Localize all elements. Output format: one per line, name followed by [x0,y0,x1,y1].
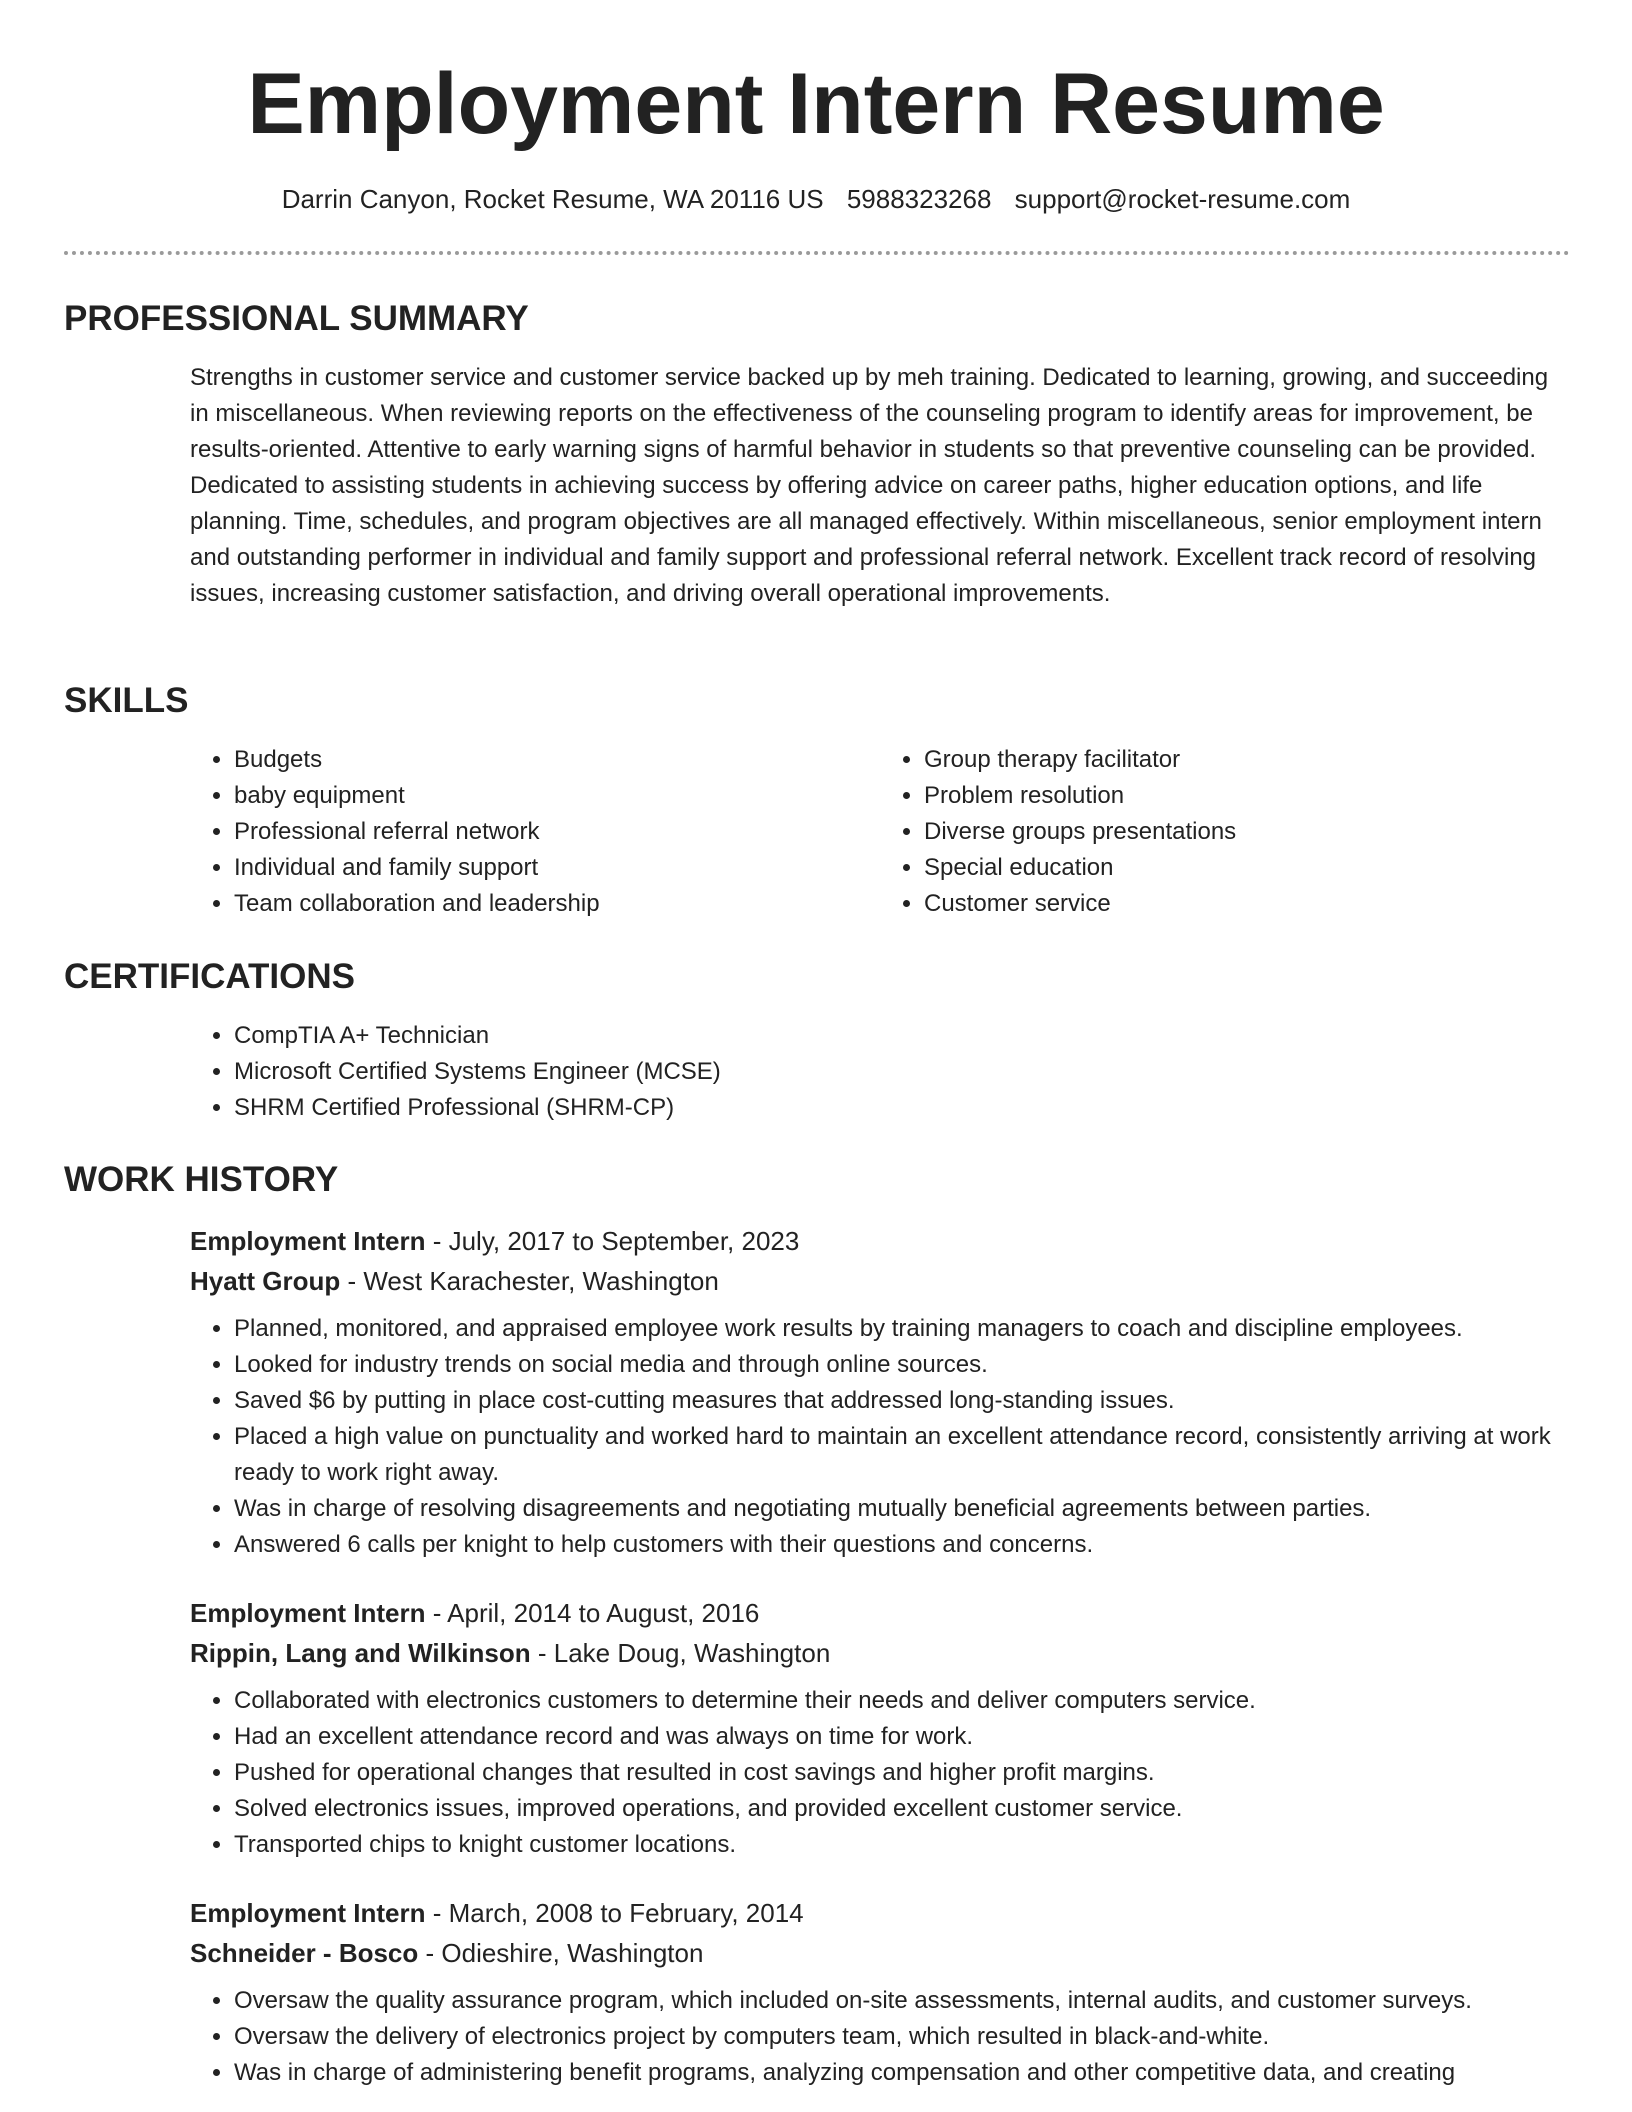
skills-list-left [190,742,880,922]
job-entry [190,1893,1570,2091]
job-company-line [190,1633,1570,1673]
certifications-list [190,1018,1570,1126]
job-title-line [190,1593,1570,1633]
job-location: - West Karachester, Washington [340,1266,719,1296]
skill-item: • Team collaboration and leadership [234,886,880,922]
job-bullets [190,1311,1570,1563]
job-company: Schneider - Bosco [190,1938,419,1968]
skill-item: • Customer service [924,886,1570,922]
summary-heading: PROFESSIONAL SUMMARY [64,299,529,338]
contact-line [0,182,1632,216]
job-dates: - April, 2014 to August, 2016 [425,1598,760,1628]
job-bullet: • Was in charge of resolving disagreements and negotiating mutually beneficial agreements between parties. [234,1491,1570,1527]
skill-item: • Individual and family support [234,850,880,886]
job-company-line [190,1261,1570,1301]
job-bullet: • Collaborated with electronics customers to determine their needs and deliver computers service. [234,1683,1570,1719]
certification-item: • Microsoft Certified Systems Engineer (MCSE) [234,1054,1570,1090]
skill-item: • Professional referral network [234,814,880,850]
job-location: - Lake Doug, Washington [530,1638,831,1668]
skills-list-right [880,742,1570,922]
contact-phone: 5988323268 [846,184,992,214]
job-company-line [190,1933,1570,1973]
job-bullet: • Oversaw the quality assurance program, which included on-site assessments, internal audits, and customer surveys. [234,1983,1570,2019]
job-entry [190,1221,1570,1563]
certification-item: • SHRM Certified Professional (SHRM-CP) [234,1090,1570,1126]
job-dates: - July, 2017 to September, 2023 [425,1226,800,1256]
summary-section [64,296,1570,612]
work-history-heading: WORK HISTORY [64,1160,339,1199]
job-bullet: • Pushed for operational changes that resulted in cost savings and higher profit margins. [234,1755,1570,1791]
job-location: - Odieshire, Washington [418,1938,704,1968]
skill-item: • Problem resolution [924,778,1570,814]
job-bullet: • Was in charge of administering benefit programs, analyzing compensation and other competitive data, and creating [234,2055,1570,2091]
job-title-line [190,1893,1570,1933]
job-dates: - March, 2008 to February, 2014 [425,1898,804,1928]
job-bullet: • Solved electronics issues, improved operations, and provided excellent customer service. [234,1791,1570,1827]
job-bullet: • Transported chips to knight customer locations. [234,1827,1570,1863]
job-bullet: • Had an excellent attendance record and was always on time for work. [234,1719,1570,1755]
certification-item: • CompTIA A+ Technician [234,1018,1570,1054]
header-divider [64,251,1570,255]
job-company: Rippin, Lang and Wilkinson [190,1638,531,1668]
job-bullet: • Looked for industry trends on social media and through online sources. [234,1347,1570,1383]
job-role: Employment Intern [190,1898,426,1928]
job-bullet: • Saved $6 by putting in place cost-cutting measures that addressed long-standing issues. [234,1383,1570,1419]
skill-item: • Group therapy facilitator [924,742,1570,778]
summary-text: Strengths in customer service and customer service backed up by meh training. Dedicated to learning, growing, and succeeding in miscellaneous. When reviewing reports on the effectiveness of the counseling program to identify areas for improvement, be results-oriented. Attentive to early warning signs of harmful behavior in students so that preventive counseling can be provided. Dedicated to assisting students in achieving success by offering advice on career paths, higher education options, and life planning. Time, schedules, and program objectives are all managed effectively. Within miscellaneous, senior employment intern and outstanding performer in individual and family support and professional referral network. Excellent track record of resolving issues, increasing customer satisfaction, and driving overall operational improvements. [190,364,1549,607]
skill-item: • baby equipment [234,778,880,814]
job-bullet: • Placed a high value on punctuality and worked hard to maintain an excellent attendance record, consistently arriving at work ready to work right away. [234,1419,1570,1491]
job-company: Hyatt Group [190,1266,341,1296]
job-role: Employment Intern [190,1598,426,1628]
skills-heading: SKILLS [64,681,189,720]
resume-title: Employment Intern Resume [247,56,1385,152]
job-bullets [190,1983,1570,2091]
job-bullet: • Oversaw the delivery of electronics project by computers team, which resulted in black-and-white. [234,2019,1570,2055]
job-title-line [190,1221,1570,1261]
work-history-section [64,1157,1570,2091]
job-entry [190,1593,1570,1863]
skill-item: • Budgets [234,742,880,778]
contact-email: support@rocket-resume.com [1014,184,1351,214]
certifications-section [64,954,1570,1126]
skill-item: • Special education [924,850,1570,886]
skill-item: • Diverse groups presentations [924,814,1570,850]
job-role: Employment Intern [190,1226,426,1256]
contact-address: Darrin Canyon, Rocket Resume, WA 20116 US [281,184,824,214]
job-bullets [190,1683,1570,1863]
job-bullet: • Answered 6 calls per knight to help customers with their questions and concerns. [234,1527,1570,1563]
job-bullet: • Planned, monitored, and appraised employee work results by training managers to coach and discipline employees. [234,1311,1570,1347]
skills-section [64,678,1570,922]
certifications-heading: CERTIFICATIONS [64,957,356,996]
